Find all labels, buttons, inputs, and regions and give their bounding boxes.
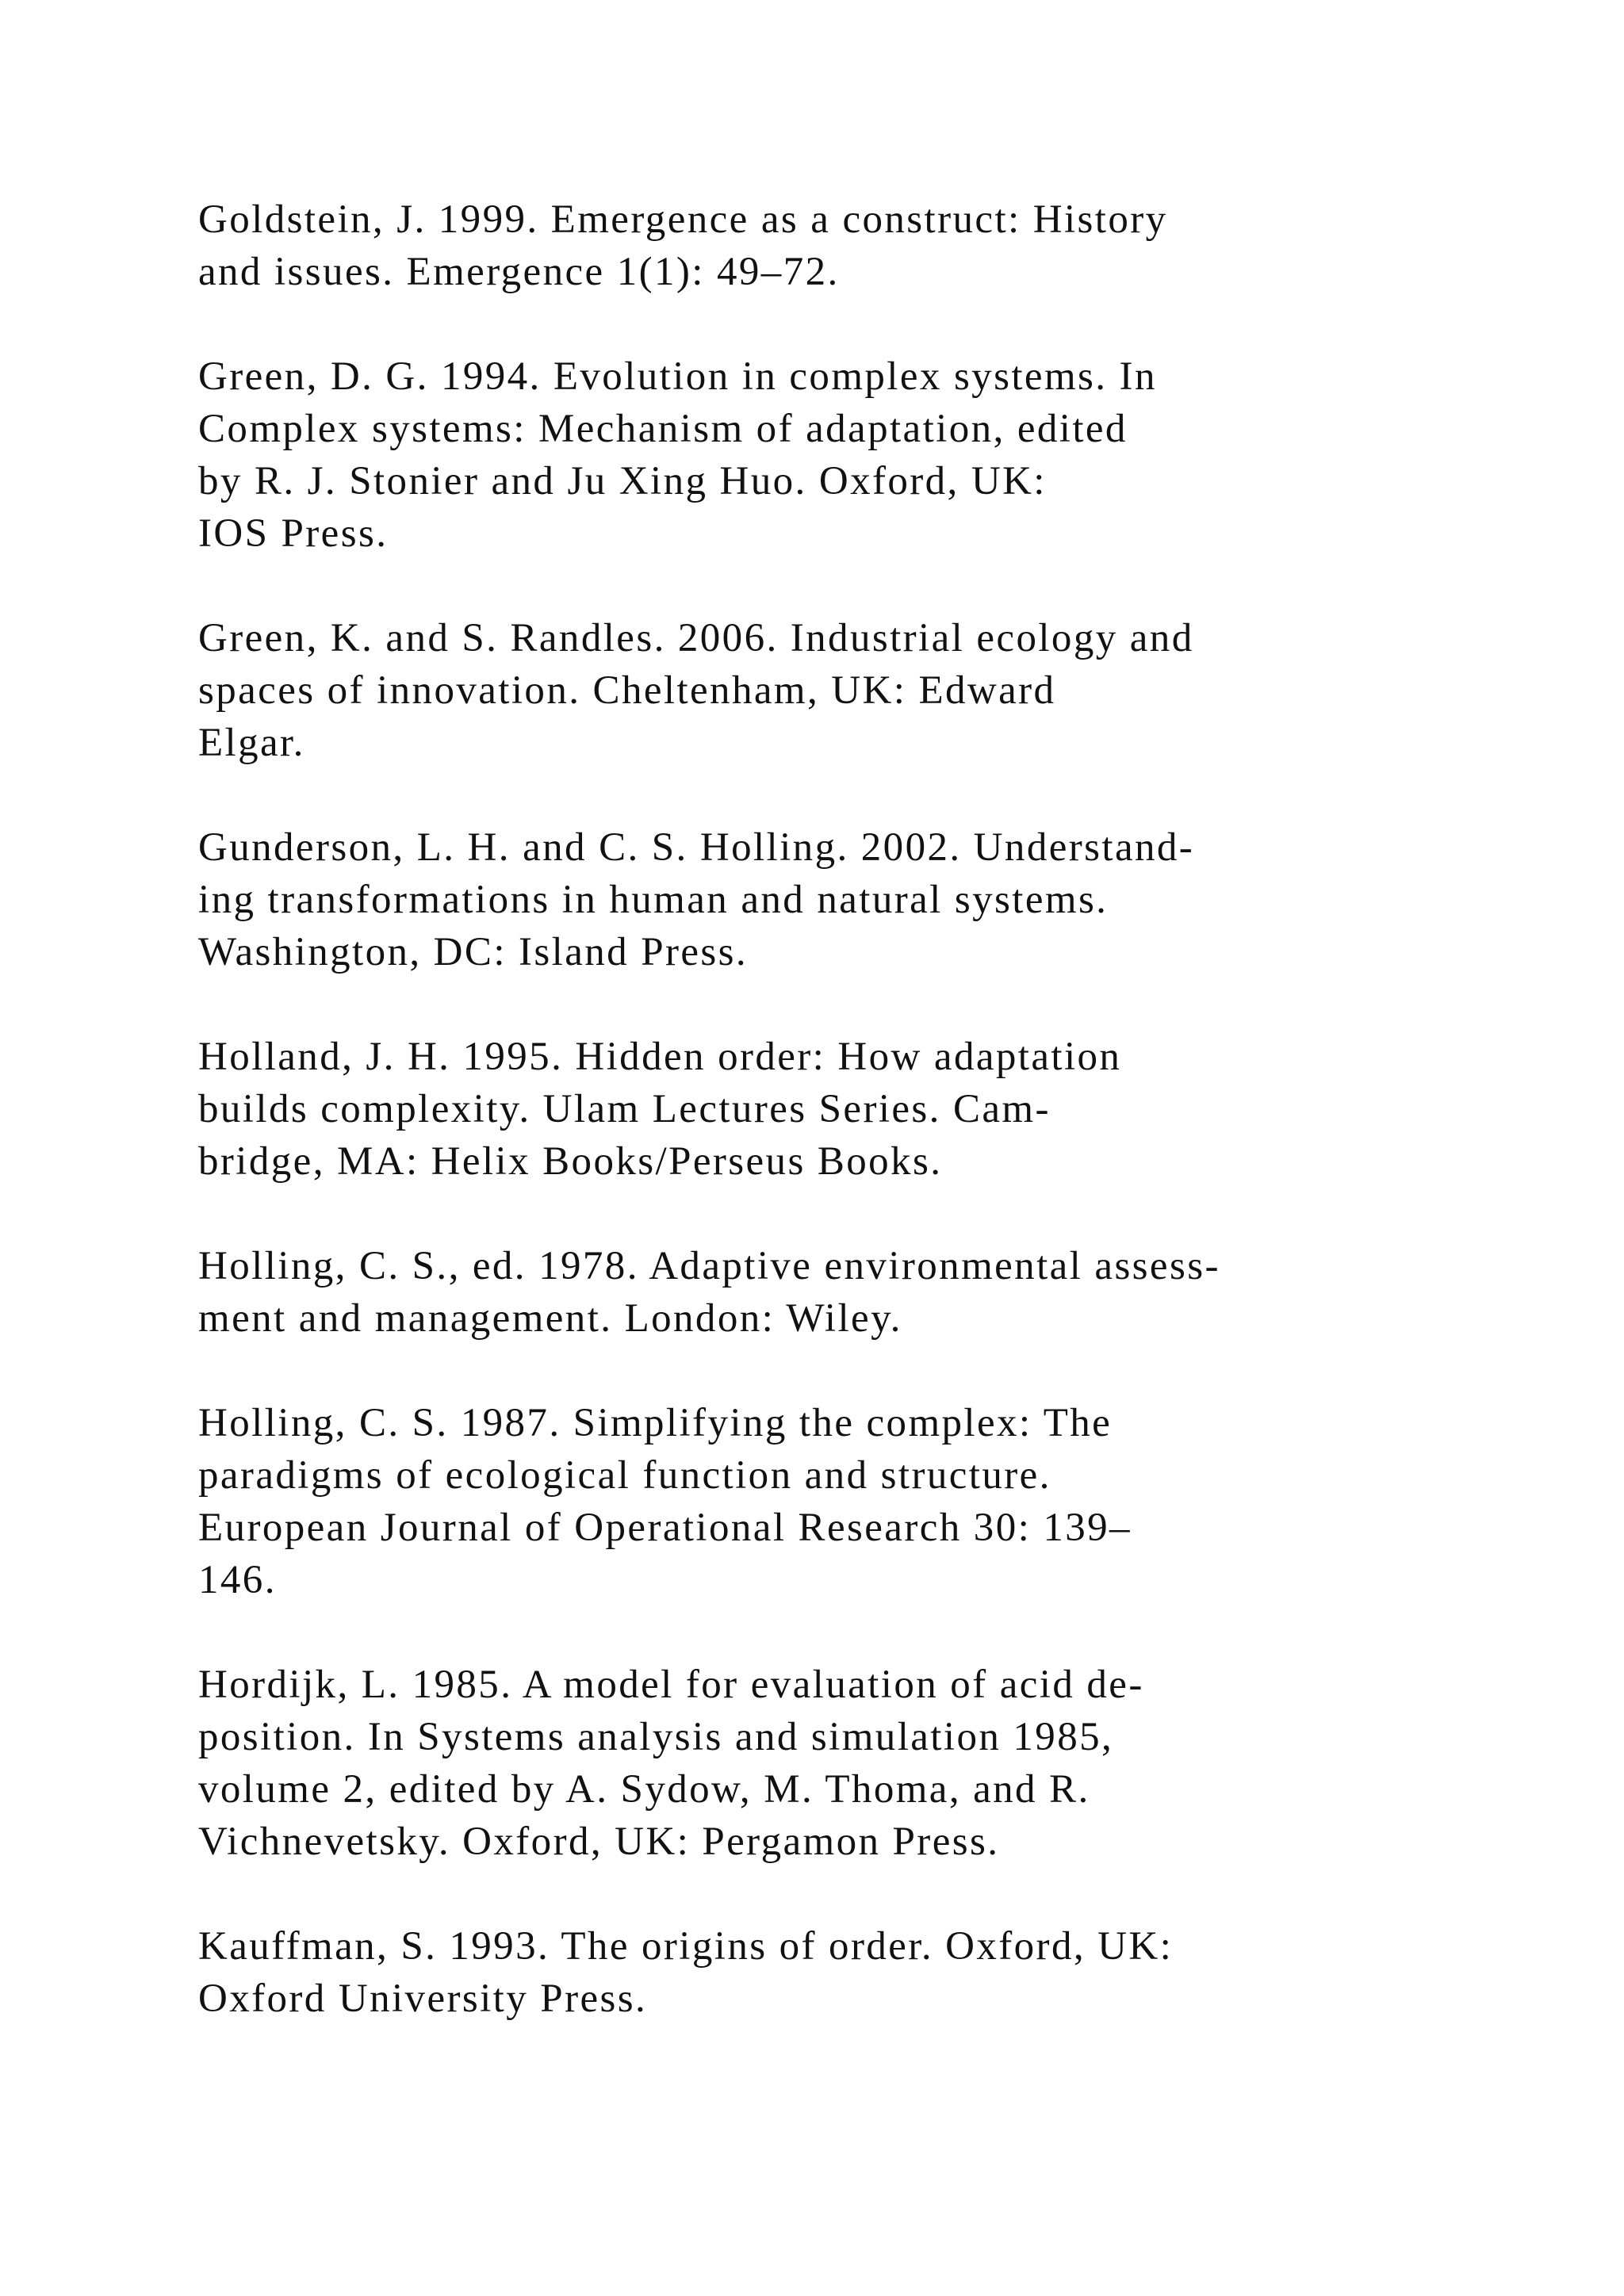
- reference-entry-holling-1978: [198, 1240, 1546, 1345]
- reference-line: Holland, J. H. 1995. Hidden order: How adaptation: [198, 1035, 1122, 1079]
- reference-line: and issues. Emergence 1(1): 49–72.: [198, 250, 840, 294]
- reference-entry-holland-1995: [198, 1031, 1546, 1188]
- reference-line: Holling, C. S., ed. 1978. Adaptive environmental assess-: [198, 1244, 1220, 1288]
- reference-entry-gunderson-holling-2002: [198, 821, 1546, 978]
- reference-line: paradigms of ecological function and structure.: [198, 1453, 1051, 1498]
- reference-line: Green, D. G. 1994. Evolution in complex systems. In: [198, 354, 1157, 399]
- reference-entry-goldstein-1999: [198, 193, 1546, 298]
- reference-entry-hordijk-1985: [198, 1659, 1546, 1868]
- reference-line: position. In Systems analysis and simulation 1985,: [198, 1715, 1114, 1759]
- reference-line: 146.: [198, 1558, 277, 1602]
- reference-line: spaces of innovation. Cheltenham, UK: Edward: [198, 668, 1056, 713]
- reference-line: by R. J. Stonier and Ju Xing Huo. Oxford, UK:: [198, 459, 1047, 503]
- reference-line: bridge, MA: Helix Books/Perseus Books.: [198, 1139, 943, 1184]
- reference-line: Green, K. and S. Randles. 2006. Industrial ecology and: [198, 616, 1194, 660]
- reference-list: [198, 193, 1546, 2077]
- reference-line: IOS Press.: [198, 511, 389, 556]
- reference-line: Goldstein, J. 1999. Emergence as a construct: History: [198, 197, 1168, 242]
- reference-line: Oxford University Press.: [198, 1976, 648, 2021]
- reference-entry-kauffman-1993: [198, 1920, 1546, 2025]
- reference-line: builds complexity. Ulam Lectures Series. Cam-: [198, 1087, 1051, 1131]
- reference-line: European Journal of Operational Research 30: 139–: [198, 1506, 1132, 1550]
- reference-line: volume 2, edited by A. Sydow, M. Thoma, and R.: [198, 1767, 1090, 1812]
- reference-line: Complex systems: Mechanism of adaptation, edited: [198, 407, 1128, 451]
- reference-line: Vichnevetsky. Oxford, UK: Pergamon Press.: [198, 1820, 1000, 1864]
- reference-line: Gunderson, L. H. and C. S. Holling. 2002. Understand-: [198, 825, 1195, 870]
- reference-line: ing transformations in human and natural systems.: [198, 878, 1109, 922]
- reference-line: Holling, C. S. 1987. Simplifying the complex: The: [198, 1401, 1113, 1445]
- reference-entry-green-1994: [198, 350, 1546, 560]
- reference-line: Elgar.: [198, 721, 305, 765]
- reference-entry-green-randles-2006: [198, 612, 1546, 769]
- reference-line: Hordijk, L. 1985. A model for evaluation of acid de-: [198, 1663, 1144, 1707]
- reference-line: Washington, DC: Island Press.: [198, 930, 749, 974]
- reference-line: Kauffman, S. 1993. The origins of order. Oxford, UK:: [198, 1924, 1174, 1969]
- reference-entry-holling-1987: [198, 1397, 1546, 1606]
- reference-line: ment and management. London: Wiley.: [198, 1296, 902, 1341]
